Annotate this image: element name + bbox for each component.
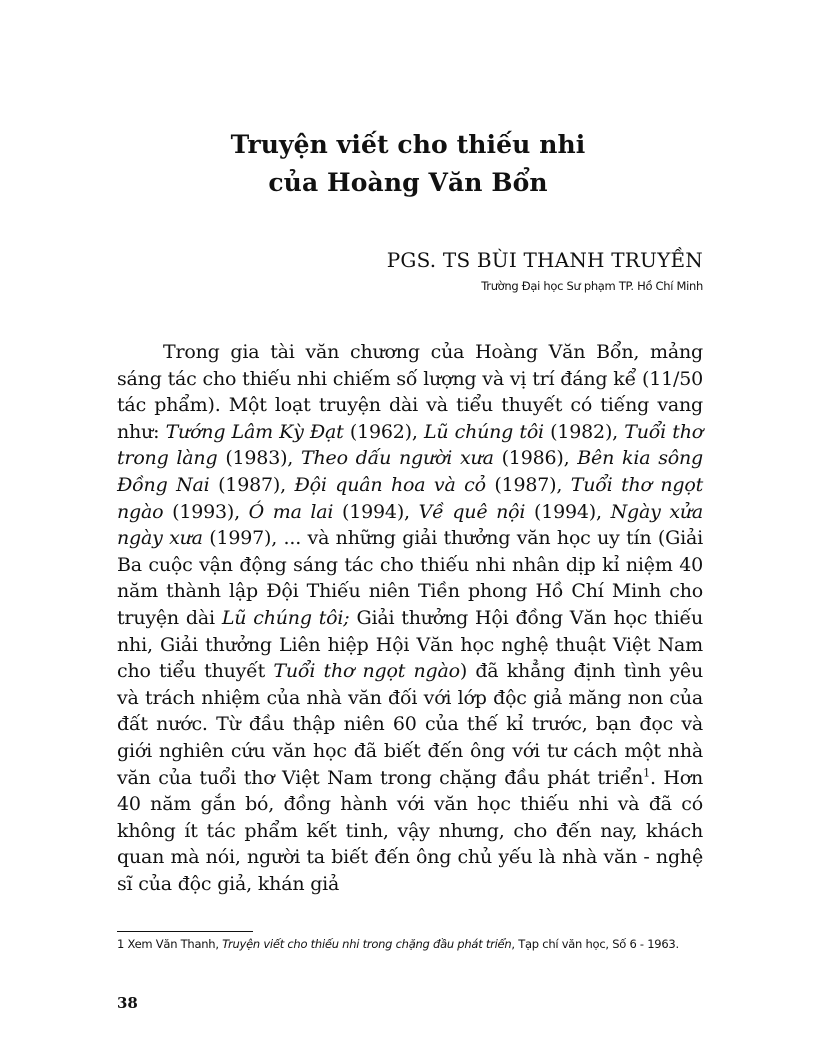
title-line-2: của Hoàng Văn Bổn	[268, 168, 548, 197]
work-title: Tuổi thơ ngọt ngào	[117, 473, 704, 523]
title-line-1: Truyện viết cho thiếu nhi	[230, 130, 586, 159]
footnote-number: 1	[117, 937, 125, 951]
body-text-run: (1994),	[333, 500, 419, 523]
body-text	[117, 339, 703, 897]
footnote	[117, 935, 705, 954]
body-text-run: (1987),	[485, 473, 571, 496]
body-text-run: (1997), ... và những giải thưởng văn học uy tín (Giải Ba cuộc vận động sáng tác cho thiếu nhi nhân dịp kỉ niệm 40 năm thành lập Đội Thiếu niên Tiền phong Hồ Chí Minh cho truyện dài	[117, 527, 703, 629]
body-text-run: (1987),	[209, 473, 295, 496]
body-text-run: (1982),	[543, 420, 625, 443]
work-title: Lũ chúng tôi;	[221, 606, 350, 629]
work-title: Tướng Lâm Kỳ Đạt	[165, 420, 344, 443]
author-affiliation: Trường Đại học Sư phạm TP. Hồ Chí Minh	[481, 279, 703, 293]
work-title: Bên kia sông Đồng Nai	[117, 447, 703, 496]
page-number: 38	[117, 994, 138, 1012]
work-title: Ó ma lai	[248, 500, 334, 523]
body-text-run: Trong gia tài văn chương của Hoàng Văn Bổn, mảng sáng tác cho thiếu nhi chiếm số lượng và vị trí đáng kể (11/50 tác phẩm). Một loạt truyện dài và tiểu thuyết có tiếng vang như:	[117, 341, 703, 443]
work-title: Đội quân hoa và cỏ	[294, 473, 486, 496]
work-title: Theo dấu người xưa	[301, 447, 494, 470]
footnote-divider	[117, 931, 253, 932]
body-text-run: ) đã khẳng định tình yêu và trách nhiệm của nhà văn đối với lớp độc giả măng non của đất nước. Từ đầu thập niên 60 của thế kỉ trước, bạn đọc và giới nghiên cứu văn học đã biết đến ông với tư cách một nhà văn của tuổi thơ Việt Nam trong chặng đầu phát triển	[117, 660, 703, 789]
author-name: PGS. TS BÙI THANH TRUYỀN	[386, 248, 703, 272]
work-title: Ngày xửa ngày xưa	[117, 500, 704, 550]
body-paragraph	[117, 339, 703, 897]
footnote-text: , Tạp chí văn học, Số 6 - 1963.	[511, 937, 679, 951]
body-text-run: Giải thưởng Hội đồng Văn học thiếu nhi, Giải thưởng Liên hiệp Hội Văn học nghệ thuật Việt Nam cho tiểu thuyết	[117, 606, 703, 683]
work-title: Lũ chúng tôi	[423, 420, 544, 443]
body-text-run: (1986),	[493, 447, 578, 470]
article-title	[0, 126, 816, 202]
body-text-run: (1962),	[343, 420, 424, 443]
body-text-run: (1983),	[217, 447, 302, 470]
footnote-text: Xem Văn Thanh,	[124, 937, 223, 951]
body-text-run: . Hơn 40 năm gắn bó, đồng hành với văn học thiếu nhi và đã có không ít tác phẩm kết tinh, vậy nhưng, cho đến nay, khách quan mà nói, người ta biết đến ông chủ yếu là nhà văn - nghệ sĩ của độc giả, khán giả	[117, 766, 704, 895]
work-title: Tuổi thơ trong làng	[117, 420, 704, 470]
footnote-reference[interactable]: 1	[643, 766, 650, 780]
work-title: Tuổi thơ ngọt ngào	[273, 660, 460, 683]
body-text-run: (1993),	[163, 500, 249, 523]
footnote-work-title: Truyện viết cho thiếu nhi trong chặng đầu phát triển	[222, 937, 512, 951]
work-title: Về quê nội	[418, 500, 526, 523]
body-text-run: (1994),	[525, 500, 611, 523]
